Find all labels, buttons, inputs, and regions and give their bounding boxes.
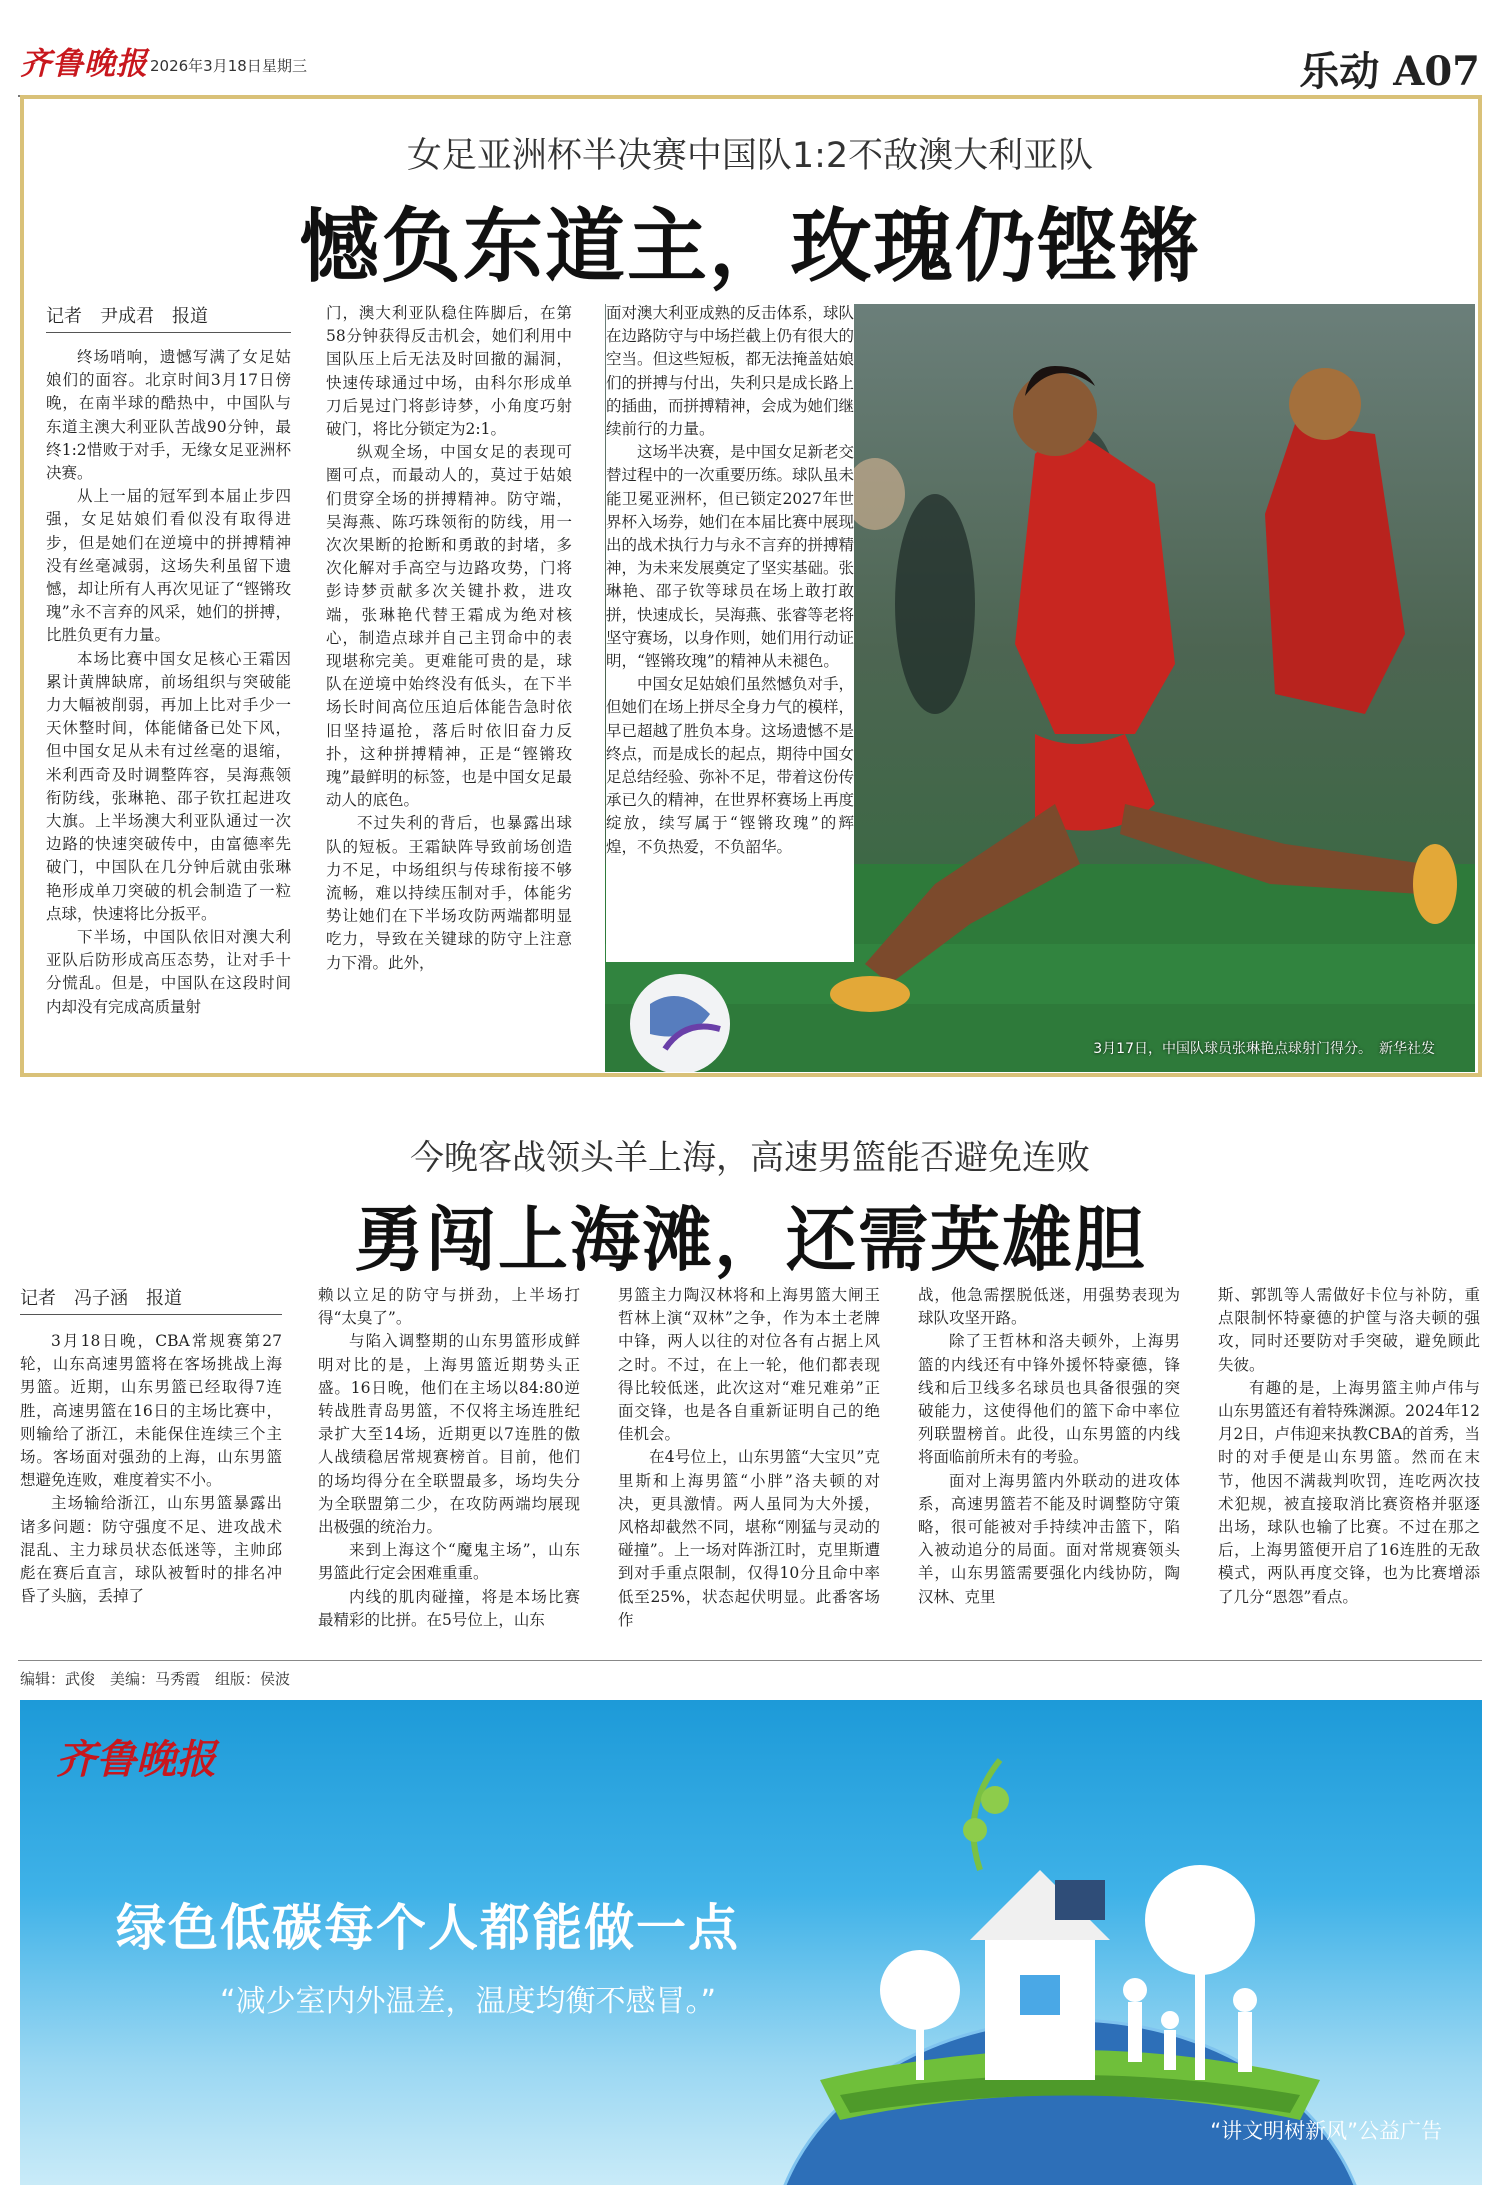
issue-date: 2026年3月18日 <box>150 57 262 75</box>
story2-column-5 <box>1218 1284 1480 1646</box>
editors-rule <box>18 1660 1482 1661</box>
paragraph: 与陷入调整期的山东男篮形成鲜明对比的是，上海男篮近期势头正盛。16日晚，他们在主场以84:80逆转战胜青岛男篮，不仅将主场连胜纪录扩大至14场，近期更以7连胜的傲人战绩稳居常规赛榜首。目前，他们的场均得分在全联盟最多，场均失分为全联盟第二少，在攻防两端均展现出极强的统治力。 <box>318 1332 580 1537</box>
story1-column-2 <box>326 302 572 1058</box>
paragraph: 内线的肌肉碰撞，将是本场比赛最精彩的比拼。在5号位上，山东 <box>318 1587 580 1629</box>
paragraph: 这场半决赛，是中国女足新老交替过程中的一次重要历练。球队虽未能卫冕亚洲杯，但已锁定2027年世界杯入场券，她们在本届比赛中展现出的战术执行力与永不言弃的拼搏精神，为未来发展奠定了坚实基础。张琳艳、邵子钦等球员在场上敢打敢拼，快速成长，吴海燕、张睿等老将坚守赛场，以身作则，她们用行动证明，“铿锵玫瑰”的精神从未褪色。 <box>606 443 854 671</box>
paragraph: 门，澳大利亚队稳住阵脚后，在第58分钟获得反击机会，她们利用中国队压上后无法及时回撤的漏洞，快速传球通过中场，由科尔形成单刀后晃过门将彭诗梦，小角度巧射破门，将比分锁定为2:1。 <box>326 304 572 439</box>
issue-weekday: 星期三 <box>262 57 308 75</box>
story2-subtitle: 今晚客战领头羊上海，高速男篮能否避免连败 <box>410 1138 1090 1178</box>
paragraph: 除了王哲林和洛夫顿外，上海男篮的内线还有中锋外援怀特豪德，锋线和后卫线多名球员也具备很强的突破能力，这使得他们的篮下命中率位列联盟榜首。此役，山东男篮的内线将面临前所未有的考验。 <box>918 1332 1180 1467</box>
story2-column-3 <box>618 1284 880 1646</box>
paragraph: 男篮主力陶汉林将和上海男篮大闸王哲林上演“双林”之争，作为本土老牌中锋，两人以往的对位各有占据上风之时。不过，在上一轮，他们都表现得比较低迷，此次这对“难兄难弟”正面交锋，也是各自重新证明自己的绝佳机会。 <box>618 1286 880 1444</box>
story1-headline: 憾负东道主，玫瑰仍铿锵 <box>299 199 1201 293</box>
paragraph: 纵观全场，中国女足的表现可圈可点，而最动人的，莫过于姑娘们贯穿全场的拼搏精神。防守端，吴海燕、陈巧珠领衔的防线，用一次次果断的抢断和勇敢的封堵，多次化解对手高空与边路攻势，门将彭诗梦贡献多次关键扑救，进攻端，张琳艳代替王霜成为绝对核心，制造点球并自己主罚命中的表现堪称完美。更难能可贵的是，球队在逆境中始终没有低头，在下半场长时间高位压迫后体能告急时依旧坚持逼抢，落后时依旧奋力反扑，这种拼搏精神，正是“铿锵玫瑰”最鲜明的标签，也是中国女足最动人的底色。 <box>326 443 572 810</box>
story2-column-1 <box>20 1330 282 1646</box>
story2-column-2 <box>318 1284 580 1646</box>
paragraph: 终场哨响，遗憾写满了女足姑娘们的面容。北京时间3月17日傍晚，在南半球的酷热中，中国队与东道主澳大利亚队苦战90分钟，最终1:2惜败于对手，无缘女足亚洲杯决赛。 <box>46 348 291 483</box>
paragraph: 3月18日晚，CBA常规赛第27轮，山东高速男篮将在客场挑战上海男篮。近期，山东男篮已经取得7连胜，高速男篮在16日的主场比赛中，则输给了浙江，未能保住连续三个主场。客场面对强劲的上海，山东男篮想避免连败，难度着实不小。 <box>20 1332 282 1490</box>
paragraph: 下半场，中国队依旧对澳大利亚队后防形成高压态势，让对手十分慌乱。但是，中国队在这段时间内却没有完成高质量射 <box>46 928 291 1016</box>
story1-column-3 <box>606 302 854 962</box>
photo-caption: 3月17日，中国队球员张琳艳点球射门得分。 新华社发 <box>1093 1041 1435 1057</box>
ad-slogan: 绿色低碳每个人都能做一点 <box>116 1899 740 1957</box>
public-service-ad <box>20 1700 1482 2185</box>
story1-column-1 <box>46 346 291 1058</box>
editors-credit: 编辑：武俊 美编：马秀霞 组版：侯波 <box>20 1670 291 1688</box>
paragraph: 不过失利的背后，也暴露出球队的短板。王霜缺阵导致前场创造力不足，中场组织与传球衔接不够流畅，难以持续压制对手，体能劣势让她们在下半场攻防两端都明显吃力，导致在关键球的防守上注意力下滑。此外， <box>326 814 572 972</box>
paragraph: 从上一届的冠军到本届止步四强，女足姑娘们看似没有取得进步，但是她们在逆境中的拼搏精神没有丝毫减弱，这场失利虽留下遗憾，却让所有人再次见证了“铿锵玫瑰”永不言弃的风采，她们的拼搏，比胜负更有力量。 <box>46 487 291 645</box>
paragraph: 有趣的是，上海男篮主帅卢伟与山东男篮还有着特殊渊源。2024年12月2日，卢伟迎来执教CBA的首秀，当时的对手便是山东男篮。然而在末节，他因不满裁判吹罚，连吃两次技术犯规，被直接取消比赛资格并驱逐出场，球队也输了比赛。不过在那之后，上海男篮便开启了16连胜的无敌模式，两队再度交锋，也为比赛增添了几分“恩怨”看点。 <box>1218 1378 1480 1606</box>
ad-newspaper-logo: 齐鲁晚报 <box>56 1736 216 1783</box>
paragraph: 战，他急需摆脱低迷，用强势表现为球队攻坚开路。 <box>918 1286 1180 1328</box>
story2-column-4 <box>918 1284 1180 1646</box>
paragraph: 主场输给浙江，山东男篮暴露出诸多问题：防守强度不足、进攻战术混乱、主力球员状态低迷等，主帅邱彪在赛后直言，球队被暂时的排名冲昏了头脑，丢掉了 <box>20 1494 282 1606</box>
section-page-label: 乐动 A07 <box>1299 48 1480 95</box>
ad-quote: “减少室内外温差，温度均衡不感冒。” <box>220 1984 717 2019</box>
ad-footer-label: “讲文明树新风”公益广告 <box>1210 2119 1442 2143</box>
newspaper-logo: 齐鲁晚报 <box>20 46 148 82</box>
paragraph: 在4号位上，山东男篮“大宝贝”克里斯和上海男篮“小胖”洛夫顿的对决，更具激情。两人虽同为大外援，风格却截然不同，堪称“刚猛与灵动的碰撞”。上一场对阵浙江时，克里斯遭到对手重点限制，仅得10分且命中率低至25%，状态起伏明显。此番客场作 <box>618 1448 880 1629</box>
story1-subtitle: 女足亚洲杯半决赛中国队1:2不敌澳大利亚队 <box>406 136 1094 176</box>
paragraph: 面对澳大利亚成熟的反击体系，球队在边路防守与中场拦截上仍有很大的空当。但这些短板，都无法掩盖姑娘们的拼搏与付出，失利只是成长路上的插曲，而拼搏精神，会成为她们继续前行的力量。 <box>606 304 854 439</box>
story1-byline: 记者 尹成君 报道 <box>46 302 291 333</box>
story2-headline: 勇闯上海滩，还需英雄胆 <box>354 1198 1146 1281</box>
paragraph: 赖以立足的防守与拼劲，上半场打得“太臭了”。 <box>318 1286 580 1328</box>
paragraph: 斯、郭凯等人需做好卡位与补防，重点限制怀特豪德的护筐与洛夫顿的强攻，同时还要防对手突破，避免顾此失彼。 <box>1218 1286 1480 1374</box>
paragraph: 中国女足姑娘们虽然憾负对手，但她们在场上拼尽全身力气的模样，早已超越了胜负本身。这场遗憾不是终点，而是成长的起点，期待中国女足总结经验、弥补不足，带着这份传承已久的精神，在世界杯赛场上再度绽放，续写属于“铿锵玫瑰”的辉煌，不负热爱，不负韶华。 <box>606 675 854 856</box>
page-header <box>0 0 1500 100</box>
paragraph: 本场比赛中国女足核心王霜因累计黄牌缺席，前场组织与突破能力大幅被削弱，再加上比对手少一天休整时间，体能储备已处下风，但中国女足从未有过丝毫的退缩，米利西奇及时调整阵容，吴海燕领衔防线，张琳艳、邵子钦扛起进攻大旗。上半场澳大利亚队通过一次边路的快速突破传中，由富德率先破门，中国队在几分钟后就由张琳艳形成单刀突破的机会制造了一粒点球，快速将比分扳平。 <box>46 649 291 923</box>
story2-byline: 记者 冯子涵 报道 <box>20 1284 282 1315</box>
paragraph: 来到上海这个“魔鬼主场”，山东男篮此行定会困难重重。 <box>318 1541 580 1583</box>
paragraph: 面对上海男篮内外联动的进攻体系，高速男篮若不能及时调整防守策略，很可能被对手持续冲击篮下，陷入被动追分的局面。面对常规赛领头羊，山东男篮需要强化内线协防，陶汉林、克里 <box>918 1471 1180 1606</box>
